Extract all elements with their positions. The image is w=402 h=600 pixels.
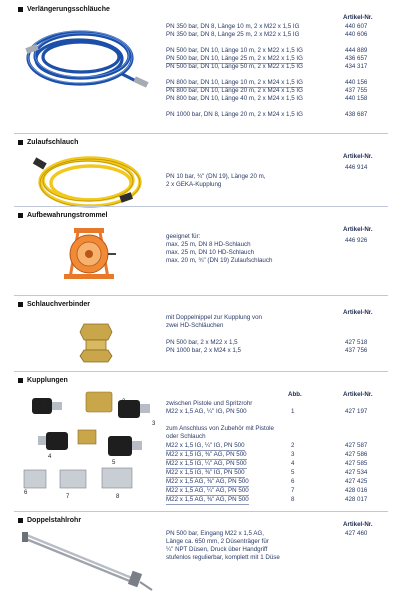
article-number: 440 607 <box>345 23 368 30</box>
list-item: ¼" NPT Düsen, Druck über Handgriff <box>166 546 268 553</box>
list-item: PN 800 bar, DN 10, Länge 10 m, 2 x M24 x 1,5 IG <box>166 79 303 86</box>
list-item: PN 500 bar, DN 10, Länge 10 m, 2 x M22 x 1,5 IG <box>166 47 303 54</box>
article-number: 427 534 <box>345 469 368 476</box>
section-divider <box>14 371 388 372</box>
article-number: 427 460 <box>345 530 368 537</box>
article-number: 446 926 <box>345 237 368 244</box>
callout-label: 7 <box>66 494 70 500</box>
section-title-kupplungen: Kupplungen <box>18 377 68 384</box>
list-item: PN 500 bar, Eingang M22 x 1,5 AG, <box>166 530 265 537</box>
abb-number: 2 <box>291 442 295 449</box>
yellow-hose-image <box>30 148 148 212</box>
abb-number: 3 <box>291 451 295 458</box>
hose-reel-image <box>56 222 122 286</box>
article-number: 434 317 <box>345 63 368 70</box>
section-title-schlauchverbinder: Schlauchverbinder <box>18 301 90 308</box>
article-number: 440 156 <box>345 79 368 86</box>
list-item: stufenlos regulierbar, komplett mit 1 Düse <box>166 554 280 561</box>
section-divider <box>14 133 388 134</box>
section-divider <box>14 295 388 296</box>
article-number: 446 914 <box>345 164 368 171</box>
list-item: oder Schlauch <box>166 433 206 440</box>
bullet-square-icon <box>18 213 23 218</box>
list-item: M22 x 1,5 IG, ⅜" AG, PN 500 <box>166 451 247 458</box>
artikel-nr-header: Artikel-Nr. <box>343 521 373 528</box>
section-title-zulaufschlauch: Zulaufschlauch <box>18 139 78 146</box>
article-number: 427 585 <box>345 460 368 467</box>
artikel-nr-header: Artikel-Nr. <box>343 14 373 21</box>
list-item: zwischen Pistole und Spritzrohr <box>166 400 253 407</box>
section-divider <box>14 511 388 512</box>
article-number: 428 016 <box>345 487 368 494</box>
bullet-square-icon <box>18 378 23 383</box>
list-item: PN 500 bar, DN 10, Länge 25 m, 2 x M22 x 1,5 IG <box>166 55 303 62</box>
list-item: PN 10 bar, ¾" (DN 19), Länge 20 m, <box>166 173 266 180</box>
article-number: 440 606 <box>345 31 368 38</box>
callout-label: 6 <box>24 490 28 496</box>
abb-number: 7 <box>291 487 295 494</box>
abb-number: 6 <box>291 478 295 485</box>
abb-header: Abb. <box>288 391 302 398</box>
callout-label: 5 <box>112 460 116 466</box>
list-item: max. 20 m, ¾" (DN 19) Zulaufschlauch <box>166 257 273 264</box>
list-item: PN 1000 bar, DN 8, Länge 20 m, 2 x M24 x 1,5 IG <box>166 111 303 118</box>
bullet-square-icon <box>18 140 23 145</box>
article-number: 427 197 <box>345 408 368 415</box>
bullet-square-icon <box>18 302 23 307</box>
bullet-square-icon <box>18 518 23 523</box>
list-item: M22 x 1,5 AG, ¼" IG, PN 500 <box>166 408 247 415</box>
list-item: PN 500 bar, DN 10, Länge 50 m, 2 x M22 x 1,5 IG <box>166 63 303 70</box>
list-item: 2 x GEKA-Kupplung <box>166 181 222 188</box>
article-number: 444 889 <box>345 47 368 54</box>
article-number: 427 586 <box>345 451 368 458</box>
list-item: Länge ca. 650 mm, 2 Düsenträger für <box>166 538 269 545</box>
artikel-nr-header: Artikel-Nr. <box>343 391 373 398</box>
artikel-nr-header: Artikel-Nr. <box>343 309 373 316</box>
list-item: PN 350 bar, DN 8, Länge 25 m, 2 x M22 x 1,5 IG <box>166 31 300 38</box>
abb-number: 1 <box>291 408 295 415</box>
abb-number: 8 <box>291 496 295 503</box>
section-title-verlaengerungsschlaeuche: Verlängerungsschläuche <box>18 6 110 13</box>
list-item: PN 350 bar, DN 8, Länge 10 m, 2 x M22 x 1,5 IG <box>166 23 300 30</box>
list-item: zwei HD-Schläuchen <box>166 322 224 329</box>
list-item: M22 x 1,5 IG, ⅜" IG, PN 500 <box>166 469 245 476</box>
couplings-image <box>16 384 164 508</box>
artikel-nr-header: Artikel-Nr. <box>343 226 373 233</box>
article-number: 436 657 <box>345 55 368 62</box>
article-number: 427 587 <box>345 442 368 449</box>
list-item: M22 x 1,5 IG, ¼" AG, PN 500 <box>166 460 247 467</box>
article-number: 437 755 <box>345 87 368 94</box>
callout-label: 8 <box>116 494 120 500</box>
list-item: PN 500 bar, 2 x M22 x 1,5 <box>166 339 238 346</box>
blue-hose-image <box>22 16 150 96</box>
brass-connector-image <box>78 320 114 366</box>
list-item: M22 x 1,5 AG, ⅜" AG, PN 500 <box>166 478 249 485</box>
list-item: M22 x 1,5 IG, ¼" IG, PN 500 <box>166 442 245 449</box>
list-item: geeignet für: <box>166 233 201 240</box>
article-number: 428 017 <box>345 496 368 503</box>
callout-label: 2 <box>122 399 126 405</box>
list-item: M22 x 1,5 AG, ⅜" AG, PN 500 <box>166 496 249 503</box>
list-item: mit Doppelnippel zur Kupplung von <box>166 314 262 321</box>
list-item: M22 x 1,5 AG, ¼" AG, PN 500 <box>166 487 249 494</box>
article-number: 438 687 <box>345 111 368 118</box>
section-title-aufbewahrungstrommel: Aufbewahrungstrommel <box>18 212 108 219</box>
list-item: PN 800 bar, DN 10, Länge 40 m, 2 x M24 x 1,5 IG <box>166 95 303 102</box>
list-item: max. 25 m, DN 10 HD-Schlauch <box>166 249 255 256</box>
callout-label: 4 <box>48 454 52 460</box>
section-divider <box>14 206 388 207</box>
callout-label: 1 <box>42 402 46 408</box>
article-number: 437 756 <box>345 347 368 354</box>
abb-number: 5 <box>291 469 295 476</box>
article-number: 440 158 <box>345 95 368 102</box>
abb-number: 4 <box>291 460 295 467</box>
double-lance-image <box>20 526 160 592</box>
callout-label: 3 <box>152 421 156 427</box>
list-item: PN 800 bar, DN 10, Länge 20 m, 2 x M24 x 1,5 IG <box>166 87 303 94</box>
list-item: zum Anschluss von Zubehör mit Pistole <box>166 425 274 432</box>
article-number: 427 425 <box>345 478 368 485</box>
artikel-nr-header: Artikel-Nr. <box>343 153 373 160</box>
article-number: 427 518 <box>345 339 368 346</box>
bullet-square-icon <box>18 7 23 12</box>
list-item: PN 1000 bar, 2 x M24 x 1,5 <box>166 347 241 354</box>
section-title-doppelstahlrohr: Doppelstahlrohr <box>18 517 81 524</box>
list-item: max. 25 m, DN 8 HD-Schlauch <box>166 241 251 248</box>
